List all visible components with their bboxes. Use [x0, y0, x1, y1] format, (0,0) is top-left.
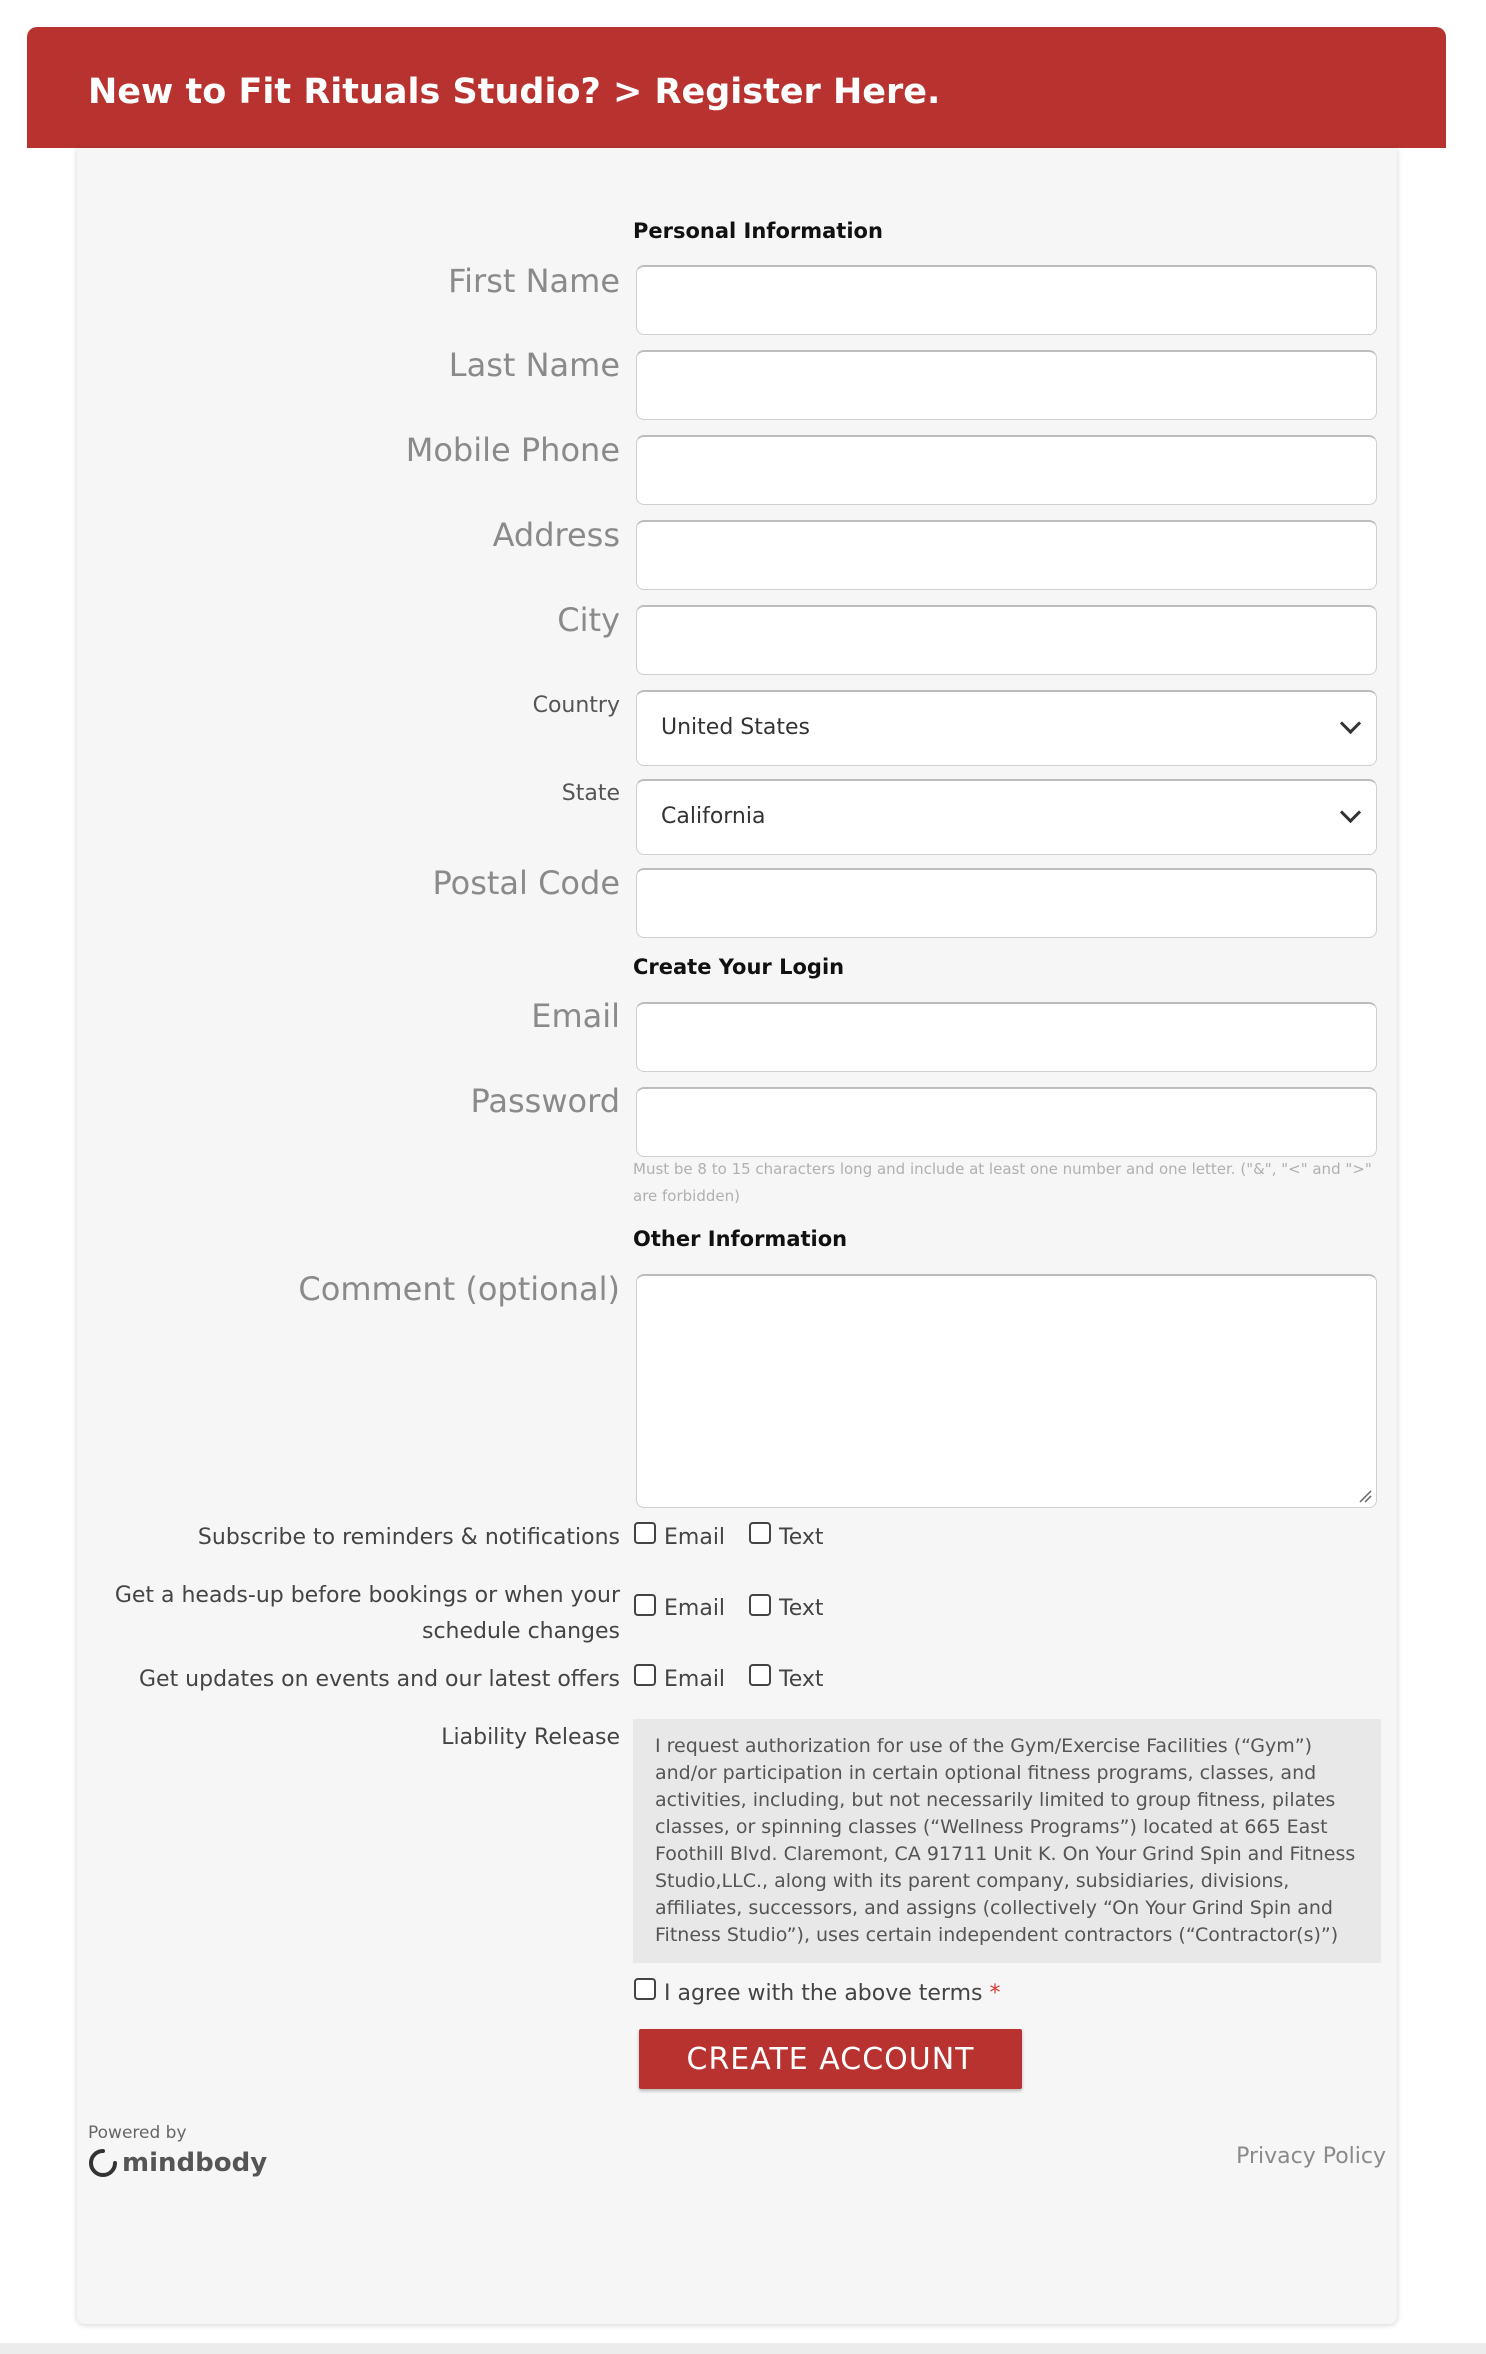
agree-terms-checkbox[interactable]: [634, 1978, 656, 2000]
reminders-email-checkbox[interactable]: [634, 1522, 656, 1544]
liability-text-box[interactable]: [633, 1719, 1381, 1963]
liability-text: I request authorization for use of the Gym/Exercise Facilities (“Gym”) and/or participation in certain optional fitness programs, classes, and activities, including, but not necessarily limited to group fitness, pilates classes, or spinning classes (“Wellness Programs”) located at 665 East Foothill Blvd. Claremont, CA 91711 Unit K. On Your Grind Spin and Fitness Studio,LLC., along with its parent company, subsidiaries, divisions, affiliates, successors, and assigns (collectively “On Your Grind Spin and Fitness Studio”), uses certain independent contractors (“Contractor(s)”): [655, 1735, 1356, 1946]
last-name-label: Last Name: [448, 346, 620, 384]
chevron-down-icon: [1340, 713, 1361, 734]
state-label: State: [561, 781, 620, 806]
postal-code-label: Postal Code: [432, 864, 620, 902]
resize-grip-icon[interactable]: [1358, 1489, 1372, 1503]
city-label: City: [557, 601, 620, 639]
notif-reminders-label: Subscribe to reminders & notifications: [197, 1525, 620, 1550]
headsup-email-label: Email: [664, 1596, 726, 1621]
state-select[interactable]: [636, 779, 1377, 855]
updates-text-label: Text: [779, 1667, 824, 1692]
register-header: [27, 27, 1446, 148]
password-hint: Must be 8 to 15 characters long and include at least one number and one letter. ("&", "<" and ">" are forbidden): [633, 1160, 1372, 1205]
reminders-text-label: Text: [779, 1525, 824, 1550]
country-select[interactable]: [636, 690, 1377, 766]
city-input[interactable]: [636, 605, 1377, 675]
agree-terms-label: I agree with the above terms *: [664, 1981, 1001, 2006]
chevron-down-icon: [1340, 802, 1361, 823]
privacy-policy-link[interactable]: Privacy Policy: [1236, 2144, 1386, 2169]
comment-label: Comment (optional): [298, 1270, 620, 1308]
updates-text-checkbox[interactable]: [749, 1664, 771, 1686]
password-label: Password: [470, 1082, 620, 1120]
country-value: United States: [661, 715, 810, 740]
section-create-login: Create Your Login: [633, 955, 845, 979]
comment-textarea[interactable]: [636, 1274, 1377, 1508]
bottom-edge: [0, 2343, 1486, 2354]
section-other-info: Other Information: [633, 1227, 848, 1251]
liability-release-label: Liability Release: [441, 1725, 620, 1750]
mindbody-wordmark: mindbody: [122, 2148, 268, 2178]
notif-updates-label: Get updates on events and our latest offers: [138, 1667, 620, 1692]
first-name-label: First Name: [448, 262, 620, 300]
section-personal-info: Personal Information: [633, 219, 883, 243]
address-input[interactable]: [636, 520, 1377, 590]
first-name-input[interactable]: [636, 265, 1377, 335]
headsup-email-checkbox[interactable]: [634, 1594, 656, 1616]
mindbody-logo-icon: [88, 2148, 118, 2178]
notif-headsup-label-line2: schedule changes: [421, 1619, 620, 1644]
reminders-email-label: Email: [664, 1525, 726, 1550]
updates-email-checkbox[interactable]: [634, 1664, 656, 1686]
create-account-button[interactable]: CREATE ACCOUNT: [639, 2029, 1022, 2089]
password-input[interactable]: [636, 1087, 1377, 1157]
mobile-phone-input[interactable]: [636, 435, 1377, 505]
email-label: Email: [531, 997, 620, 1035]
reminders-text-checkbox[interactable]: [749, 1522, 771, 1544]
required-asterisk: *: [989, 1981, 1001, 2006]
postal-code-input[interactable]: [636, 868, 1377, 938]
powered-by-label: Powered by: [88, 2123, 187, 2143]
email-input[interactable]: [636, 1002, 1377, 1072]
mindbody-logo[interactable]: [88, 2146, 267, 2180]
register-title[interactable]: New to Fit Rituals Studio? > Register Here.: [88, 72, 941, 112]
state-value: California: [661, 804, 766, 829]
notif-headsup-label-line1: Get a heads-up before bookings or when your: [114, 1583, 620, 1608]
last-name-input[interactable]: [636, 350, 1377, 420]
headsup-text-checkbox[interactable]: [749, 1594, 771, 1616]
updates-email-label: Email: [664, 1667, 726, 1692]
country-label: Country: [532, 693, 620, 718]
headsup-text-label: Text: [779, 1596, 824, 1621]
mobile-phone-label: Mobile Phone: [405, 431, 620, 469]
address-label: Address: [492, 516, 620, 554]
